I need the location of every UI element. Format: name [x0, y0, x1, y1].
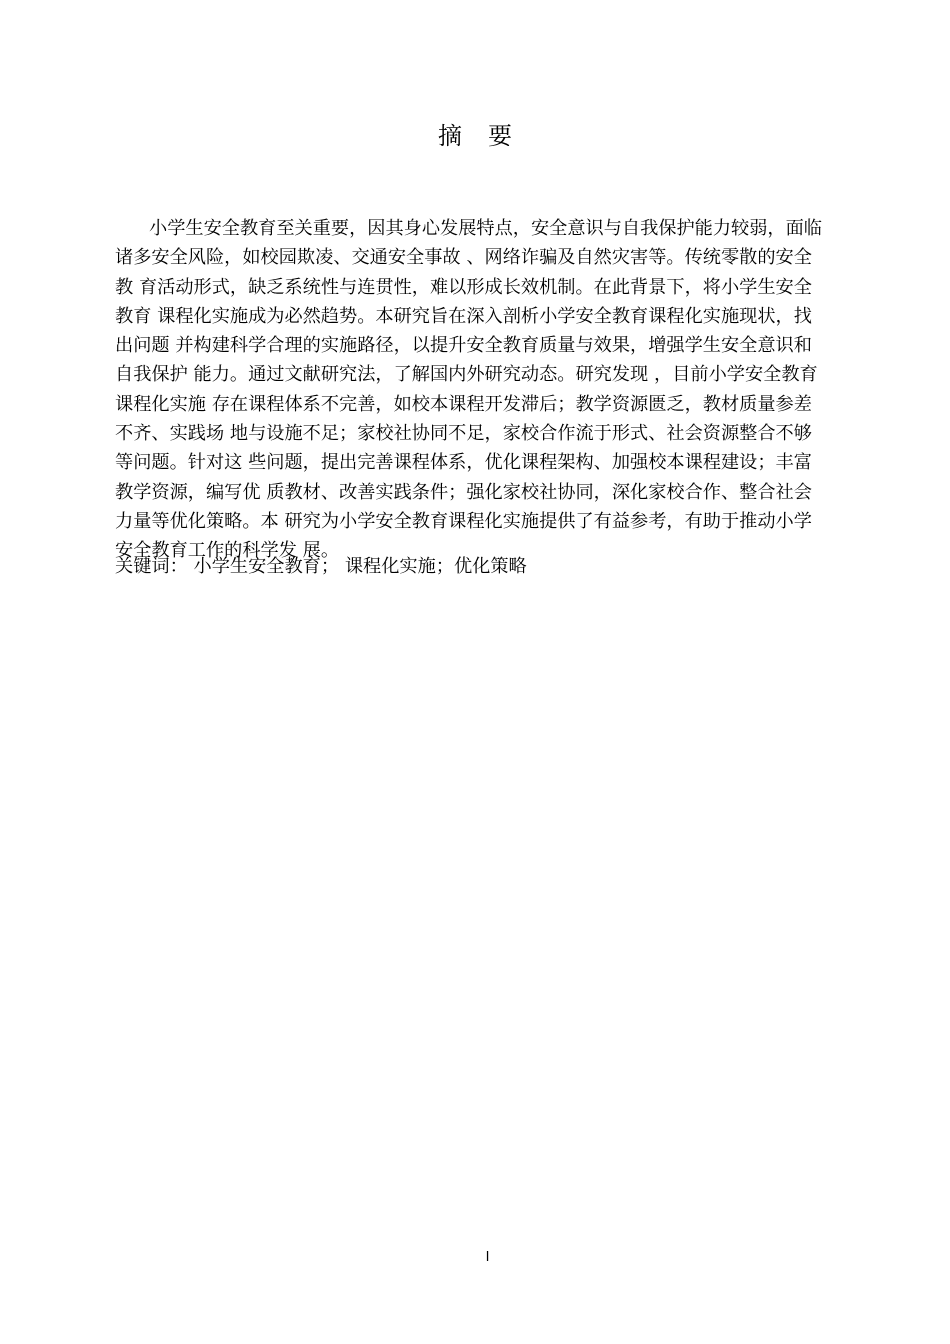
abstract-line: 力量等优化策略。本 研究为小学安全教育课程化实施提供了有益参考，有助于推动小学: [115, 510, 812, 532]
abstract-line: 课程化实施 存在课程体系不完善，如校本课程开发滞后；教学资源匮乏，教材质量参差: [115, 393, 812, 415]
abstract-line: 安全教育工作的科学发 展。: [115, 540, 340, 562]
abstract-title-char: 摘: [438, 122, 462, 150]
keywords-text: 小学生安全教育； 课程化实施；优化策略: [187, 556, 527, 577]
keywords-label: 关键词：: [115, 556, 188, 577]
abstract-line: 小学生安全教育至关重要，因其身心发展特点，安全意识与自我保护能力较弱，面临: [149, 218, 822, 239]
abstract-line: 诸多安全风险，如校园欺凌、交通安全事故 、网络诈骗及自然灾害等。传统零散的安全: [115, 247, 812, 269]
abstract-title: [0, 116, 950, 156]
abstract-body: [115, 214, 855, 566]
abstract-line: 不齐、实践场 地与设施不足；家校社协同不足，家校合作流于形式、社会资源整合不够: [115, 423, 812, 445]
abstract-line: 教学资源，编写优 质教材、改善实践条件；强化家校社协同，深化家校合作、整合社会: [115, 481, 812, 503]
abstract-line: 自我保护 能力。通过文献研究法，了解国内外研究动态。研究发现 ，目前小学安全教育: [115, 364, 818, 386]
keywords-line: [115, 552, 527, 581]
abstract-line: 教 育活动形式，缺乏系统性与连贯性，难以形成长效机制。在此背景下，将小学生安全: [115, 276, 812, 298]
page-number: I: [485, 1250, 490, 1265]
abstract-line: 等问题。针对这 些问题，提出完善课程体系，优化课程架构、加强校本课程建设；丰富: [115, 452, 812, 474]
abstract-title-char: 要: [488, 122, 512, 150]
abstract-line: 出问题 并构建科学合理的实施路径，以提升安全教育质量与效果，增强学生安全意识和: [115, 335, 812, 357]
abstract-line: 教育 课程化实施成为必然趋势。本研究旨在深入剖析小学安全教育课程化实施现状，找: [115, 305, 812, 327]
